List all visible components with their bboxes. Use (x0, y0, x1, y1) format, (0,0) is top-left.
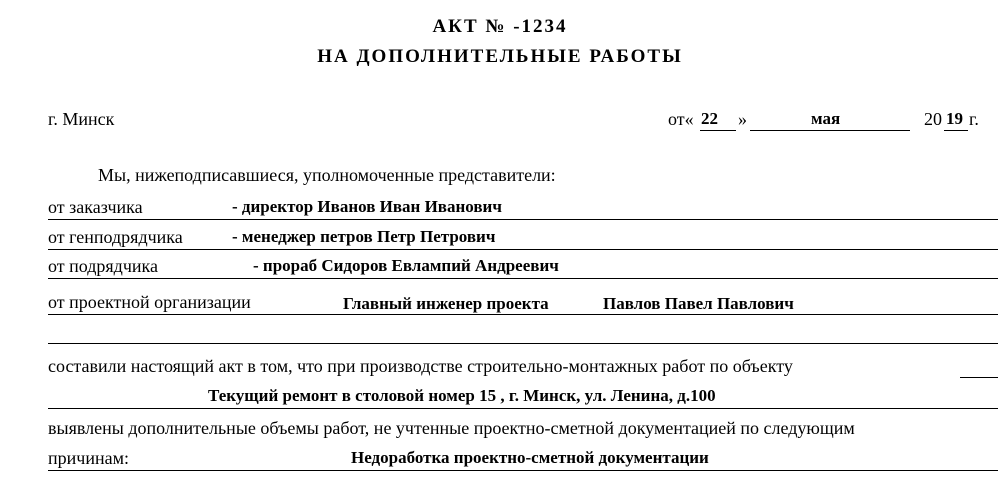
design-org-line (48, 314, 998, 315)
design-org-position: Главный инженер проекта (343, 294, 549, 313)
design-org-name: Павлов Павел Павлович (603, 294, 794, 313)
subcontractor-value: - прораб Сидоров Евлампий Андреевич (253, 256, 559, 275)
date-day: 22 (701, 109, 718, 128)
general-contractor-line (48, 249, 998, 250)
design-org-label: от проектной организации (48, 292, 251, 312)
date-month-underline (750, 130, 910, 131)
reasons-label: причинам: (48, 448, 129, 468)
date-day-underline (700, 130, 736, 131)
object-trailing-line (960, 377, 998, 378)
general-contractor-value: - менеджер петров Петр Петрович (232, 227, 496, 246)
object-name: Текущий ремонт в столовой номер 15 , г. Минск, ул. Ленина, д.100 (208, 386, 716, 405)
date-year-underline (944, 130, 968, 131)
act-number-title: АКТ № -1234 (432, 16, 568, 37)
act-subject-title: НА ДОПОЛНИТЕЛЬНЫЕ РАБОТЫ (317, 46, 683, 67)
reason-line (48, 470, 998, 471)
customer-value: - директор Иванов Иван Иванович (232, 197, 502, 216)
date-year-prefix: 20 (924, 109, 942, 129)
date-from-prefix: от« (668, 109, 694, 129)
date-month: мая (811, 109, 841, 128)
intro-text: Мы, нижеподписавшиеся, уполномоченные представители: (98, 165, 556, 185)
customer-label: от заказчика (48, 197, 143, 217)
found-text: выявлены дополнительные объемы работ, не учтенные проектно-сметной документацией по следующим (48, 418, 855, 438)
date-year-end: г. (969, 109, 979, 129)
blank-line (48, 343, 998, 344)
compiled-text: составили настоящий акт в том, что при производстве строительно-монтажных работ по объекту (48, 356, 793, 376)
date-year-suffix: 19 (946, 109, 963, 128)
customer-line (48, 219, 998, 220)
subcontractor-line (48, 278, 998, 279)
subcontractor-label: от подрядчика (48, 256, 158, 276)
object-line (48, 408, 998, 409)
reason-value: Недоработка проектно-сметной документации (351, 448, 709, 467)
city-label: г. Минск (48, 109, 115, 129)
general-contractor-label: от генподрядчика (48, 227, 183, 247)
date-quote-close: » (738, 109, 747, 129)
